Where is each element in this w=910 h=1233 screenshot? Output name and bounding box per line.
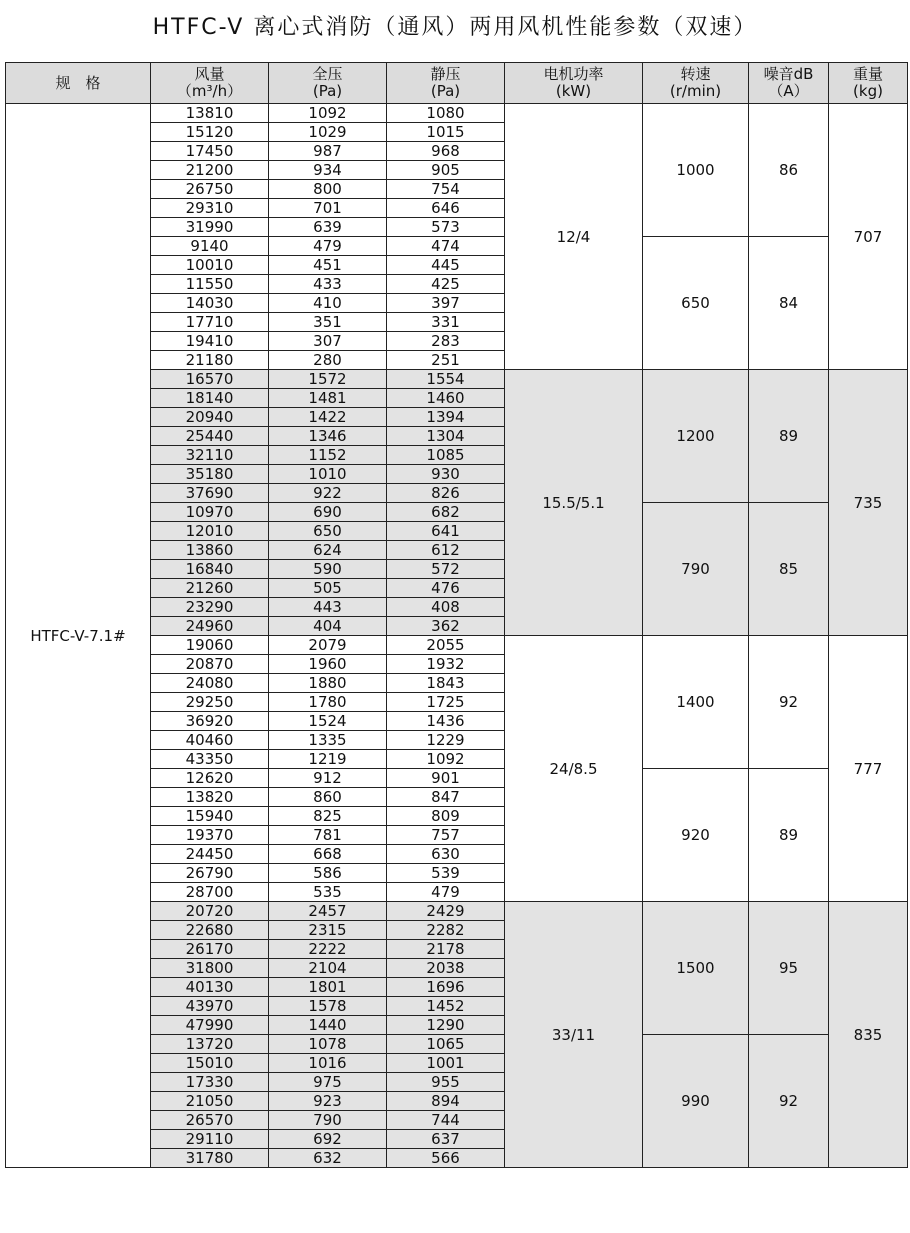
total-pressure-cell: 987 bbox=[269, 142, 387, 161]
noise-cell: 84 bbox=[749, 237, 829, 370]
total-pressure-cell: 650 bbox=[269, 522, 387, 541]
speed-cell: 1400 bbox=[643, 636, 749, 769]
speed-cell: 1500 bbox=[643, 902, 749, 1035]
airflow-cell: 22680 bbox=[151, 921, 269, 940]
airflow-cell: 24080 bbox=[151, 674, 269, 693]
airflow-cell: 36920 bbox=[151, 712, 269, 731]
airflow-cell: 29310 bbox=[151, 199, 269, 218]
total-pressure-cell: 443 bbox=[269, 598, 387, 617]
static-pressure-cell: 425 bbox=[387, 275, 505, 294]
speed-cell: 790 bbox=[643, 503, 749, 636]
airflow-cell: 12010 bbox=[151, 522, 269, 541]
airflow-cell: 26170 bbox=[151, 940, 269, 959]
airflow-cell: 13810 bbox=[151, 104, 269, 123]
total-pressure-cell: 1092 bbox=[269, 104, 387, 123]
speed-cell: 650 bbox=[643, 237, 749, 370]
airflow-cell: 18140 bbox=[151, 389, 269, 408]
speed-cell: 990 bbox=[643, 1035, 749, 1168]
airflow-cell: 21180 bbox=[151, 351, 269, 370]
airflow-cell: 21200 bbox=[151, 161, 269, 180]
total-pressure-cell: 590 bbox=[269, 560, 387, 579]
speed-cell: 920 bbox=[643, 769, 749, 902]
static-pressure-cell: 1843 bbox=[387, 674, 505, 693]
static-pressure-cell: 251 bbox=[387, 351, 505, 370]
total-pressure-cell: 860 bbox=[269, 788, 387, 807]
static-pressure-cell: 362 bbox=[387, 617, 505, 636]
static-pressure-cell: 901 bbox=[387, 769, 505, 788]
noise-cell: 92 bbox=[749, 636, 829, 769]
static-pressure-cell: 283 bbox=[387, 332, 505, 351]
total-pressure-cell: 624 bbox=[269, 541, 387, 560]
speed-cell: 1200 bbox=[643, 370, 749, 503]
airflow-cell: 43350 bbox=[151, 750, 269, 769]
total-pressure-cell: 1219 bbox=[269, 750, 387, 769]
static-pressure-cell: 641 bbox=[387, 522, 505, 541]
airflow-cell: 15940 bbox=[151, 807, 269, 826]
static-pressure-cell: 1460 bbox=[387, 389, 505, 408]
static-pressure-cell: 445 bbox=[387, 256, 505, 275]
airflow-cell: 15010 bbox=[151, 1054, 269, 1073]
total-pressure-cell: 825 bbox=[269, 807, 387, 826]
header-static-pressure: 静压 (Pa) bbox=[387, 63, 505, 104]
airflow-cell: 40460 bbox=[151, 731, 269, 750]
total-pressure-cell: 2457 bbox=[269, 902, 387, 921]
total-pressure-cell: 1422 bbox=[269, 408, 387, 427]
motor-power-cell: 24/8.5 bbox=[505, 636, 643, 902]
static-pressure-cell: 1085 bbox=[387, 446, 505, 465]
airflow-cell: 26750 bbox=[151, 180, 269, 199]
airflow-cell: 17450 bbox=[151, 142, 269, 161]
weight-cell: 777 bbox=[829, 636, 908, 902]
total-pressure-cell: 2079 bbox=[269, 636, 387, 655]
total-pressure-cell: 975 bbox=[269, 1073, 387, 1092]
airflow-cell: 26790 bbox=[151, 864, 269, 883]
static-pressure-cell: 1696 bbox=[387, 978, 505, 997]
total-pressure-cell: 781 bbox=[269, 826, 387, 845]
static-pressure-cell: 1092 bbox=[387, 750, 505, 769]
total-pressure-cell: 1335 bbox=[269, 731, 387, 750]
total-pressure-cell: 410 bbox=[269, 294, 387, 313]
table-body bbox=[6, 104, 908, 1168]
airflow-cell: 10970 bbox=[151, 503, 269, 522]
static-pressure-cell: 1436 bbox=[387, 712, 505, 731]
total-pressure-cell: 922 bbox=[269, 484, 387, 503]
airflow-cell: 31990 bbox=[151, 218, 269, 237]
airflow-cell: 13720 bbox=[151, 1035, 269, 1054]
airflow-cell: 10010 bbox=[151, 256, 269, 275]
total-pressure-cell: 1078 bbox=[269, 1035, 387, 1054]
total-pressure-cell: 1578 bbox=[269, 997, 387, 1016]
total-pressure-cell: 1572 bbox=[269, 370, 387, 389]
spec-cell: HTFC-V-7.1# bbox=[6, 104, 151, 1168]
weight-cell: 707 bbox=[829, 104, 908, 370]
noise-cell: 89 bbox=[749, 370, 829, 503]
performance-table bbox=[5, 62, 908, 1168]
airflow-cell: 11550 bbox=[151, 275, 269, 294]
total-pressure-cell: 479 bbox=[269, 237, 387, 256]
static-pressure-cell: 2429 bbox=[387, 902, 505, 921]
total-pressure-cell: 1016 bbox=[269, 1054, 387, 1073]
airflow-cell: 37690 bbox=[151, 484, 269, 503]
weight-cell: 735 bbox=[829, 370, 908, 636]
airflow-cell: 15120 bbox=[151, 123, 269, 142]
speed-cell: 1000 bbox=[643, 104, 749, 237]
static-pressure-cell: 1065 bbox=[387, 1035, 505, 1054]
total-pressure-cell: 505 bbox=[269, 579, 387, 598]
static-pressure-cell: 1080 bbox=[387, 104, 505, 123]
airflow-cell: 13860 bbox=[151, 541, 269, 560]
header-weight: 重量 (kg) bbox=[829, 63, 908, 104]
weight-cell: 835 bbox=[829, 902, 908, 1168]
airflow-cell: 16840 bbox=[151, 560, 269, 579]
static-pressure-cell: 847 bbox=[387, 788, 505, 807]
motor-power-cell: 33/11 bbox=[505, 902, 643, 1168]
total-pressure-cell: 2222 bbox=[269, 940, 387, 959]
static-pressure-cell: 637 bbox=[387, 1130, 505, 1149]
total-pressure-cell: 690 bbox=[269, 503, 387, 522]
header-spec: 规 格 bbox=[6, 63, 151, 104]
total-pressure-cell: 433 bbox=[269, 275, 387, 294]
total-pressure-cell: 1152 bbox=[269, 446, 387, 465]
airflow-cell: 40130 bbox=[151, 978, 269, 997]
header-noise: 噪音dB （A） bbox=[749, 63, 829, 104]
airflow-cell: 47990 bbox=[151, 1016, 269, 1035]
total-pressure-cell: 351 bbox=[269, 313, 387, 332]
airflow-cell: 29110 bbox=[151, 1130, 269, 1149]
airflow-cell: 16570 bbox=[151, 370, 269, 389]
static-pressure-cell: 809 bbox=[387, 807, 505, 826]
static-pressure-cell: 572 bbox=[387, 560, 505, 579]
airflow-cell: 25440 bbox=[151, 427, 269, 446]
static-pressure-cell: 612 bbox=[387, 541, 505, 560]
header-motor-power: 电机功率 (kW) bbox=[505, 63, 643, 104]
total-pressure-cell: 1346 bbox=[269, 427, 387, 446]
total-pressure-cell: 1801 bbox=[269, 978, 387, 997]
total-pressure-cell: 632 bbox=[269, 1149, 387, 1168]
total-pressure-cell: 1010 bbox=[269, 465, 387, 484]
airflow-cell: 29250 bbox=[151, 693, 269, 712]
total-pressure-cell: 701 bbox=[269, 199, 387, 218]
airflow-cell: 35180 bbox=[151, 465, 269, 484]
header-row bbox=[6, 63, 908, 104]
static-pressure-cell: 930 bbox=[387, 465, 505, 484]
airflow-cell: 13820 bbox=[151, 788, 269, 807]
noise-cell: 89 bbox=[749, 769, 829, 902]
total-pressure-cell: 1960 bbox=[269, 655, 387, 674]
static-pressure-cell: 331 bbox=[387, 313, 505, 332]
total-pressure-cell: 404 bbox=[269, 617, 387, 636]
airflow-cell: 31780 bbox=[151, 1149, 269, 1168]
static-pressure-cell: 397 bbox=[387, 294, 505, 313]
motor-power-cell: 12/4 bbox=[505, 104, 643, 370]
airflow-cell: 23290 bbox=[151, 598, 269, 617]
airflow-cell: 32110 bbox=[151, 446, 269, 465]
airflow-cell: 9140 bbox=[151, 237, 269, 256]
airflow-cell: 19370 bbox=[151, 826, 269, 845]
static-pressure-cell: 408 bbox=[387, 598, 505, 617]
airflow-cell: 26570 bbox=[151, 1111, 269, 1130]
airflow-cell: 17330 bbox=[151, 1073, 269, 1092]
static-pressure-cell: 1304 bbox=[387, 427, 505, 446]
header-speed: 转速 (r/min) bbox=[643, 63, 749, 104]
static-pressure-cell: 1932 bbox=[387, 655, 505, 674]
total-pressure-cell: 912 bbox=[269, 769, 387, 788]
static-pressure-cell: 955 bbox=[387, 1073, 505, 1092]
airflow-cell: 12620 bbox=[151, 769, 269, 788]
static-pressure-cell: 2055 bbox=[387, 636, 505, 655]
total-pressure-cell: 307 bbox=[269, 332, 387, 351]
airflow-cell: 20720 bbox=[151, 902, 269, 921]
airflow-cell: 14030 bbox=[151, 294, 269, 313]
static-pressure-cell: 630 bbox=[387, 845, 505, 864]
total-pressure-cell: 1440 bbox=[269, 1016, 387, 1035]
total-pressure-cell: 1780 bbox=[269, 693, 387, 712]
static-pressure-cell: 754 bbox=[387, 180, 505, 199]
static-pressure-cell: 566 bbox=[387, 1149, 505, 1168]
total-pressure-cell: 535 bbox=[269, 883, 387, 902]
static-pressure-cell: 476 bbox=[387, 579, 505, 598]
static-pressure-cell: 474 bbox=[387, 237, 505, 256]
table-row bbox=[6, 104, 908, 123]
airflow-cell: 20870 bbox=[151, 655, 269, 674]
total-pressure-cell: 692 bbox=[269, 1130, 387, 1149]
static-pressure-cell: 646 bbox=[387, 199, 505, 218]
static-pressure-cell: 1452 bbox=[387, 997, 505, 1016]
airflow-cell: 21260 bbox=[151, 579, 269, 598]
airflow-cell: 24960 bbox=[151, 617, 269, 636]
static-pressure-cell: 968 bbox=[387, 142, 505, 161]
total-pressure-cell: 923 bbox=[269, 1092, 387, 1111]
static-pressure-cell: 573 bbox=[387, 218, 505, 237]
airflow-cell: 19060 bbox=[151, 636, 269, 655]
motor-power-cell: 15.5/5.1 bbox=[505, 370, 643, 636]
static-pressure-cell: 905 bbox=[387, 161, 505, 180]
airflow-cell: 28700 bbox=[151, 883, 269, 902]
total-pressure-cell: 1481 bbox=[269, 389, 387, 408]
static-pressure-cell: 1725 bbox=[387, 693, 505, 712]
static-pressure-cell: 539 bbox=[387, 864, 505, 883]
static-pressure-cell: 682 bbox=[387, 503, 505, 522]
airflow-cell: 24450 bbox=[151, 845, 269, 864]
static-pressure-cell: 2038 bbox=[387, 959, 505, 978]
total-pressure-cell: 1880 bbox=[269, 674, 387, 693]
static-pressure-cell: 1394 bbox=[387, 408, 505, 427]
airflow-cell: 21050 bbox=[151, 1092, 269, 1111]
static-pressure-cell: 744 bbox=[387, 1111, 505, 1130]
total-pressure-cell: 668 bbox=[269, 845, 387, 864]
static-pressure-cell: 1001 bbox=[387, 1054, 505, 1073]
total-pressure-cell: 2315 bbox=[269, 921, 387, 940]
static-pressure-cell: 757 bbox=[387, 826, 505, 845]
airflow-cell: 20940 bbox=[151, 408, 269, 427]
noise-cell: 92 bbox=[749, 1035, 829, 1168]
total-pressure-cell: 586 bbox=[269, 864, 387, 883]
total-pressure-cell: 451 bbox=[269, 256, 387, 275]
page-title: HTFC-V 离心式消防（通风）两用风机性能参数（双速） bbox=[152, 15, 758, 40]
header-total-pressure: 全压 (Pa) bbox=[269, 63, 387, 104]
static-pressure-cell: 1229 bbox=[387, 731, 505, 750]
total-pressure-cell: 790 bbox=[269, 1111, 387, 1130]
total-pressure-cell: 639 bbox=[269, 218, 387, 237]
airflow-cell: 31800 bbox=[151, 959, 269, 978]
static-pressure-cell: 826 bbox=[387, 484, 505, 503]
static-pressure-cell: 1015 bbox=[387, 123, 505, 142]
static-pressure-cell: 1290 bbox=[387, 1016, 505, 1035]
total-pressure-cell: 280 bbox=[269, 351, 387, 370]
static-pressure-cell: 1554 bbox=[387, 370, 505, 389]
noise-cell: 86 bbox=[749, 104, 829, 237]
total-pressure-cell: 1524 bbox=[269, 712, 387, 731]
static-pressure-cell: 894 bbox=[387, 1092, 505, 1111]
noise-cell: 85 bbox=[749, 503, 829, 636]
airflow-cell: 17710 bbox=[151, 313, 269, 332]
header-airflow: 风量 （m³/h） bbox=[151, 63, 269, 104]
static-pressure-cell: 2178 bbox=[387, 940, 505, 959]
noise-cell: 95 bbox=[749, 902, 829, 1035]
total-pressure-cell: 800 bbox=[269, 180, 387, 199]
total-pressure-cell: 2104 bbox=[269, 959, 387, 978]
total-pressure-cell: 1029 bbox=[269, 123, 387, 142]
total-pressure-cell: 934 bbox=[269, 161, 387, 180]
airflow-cell: 19410 bbox=[151, 332, 269, 351]
airflow-cell: 43970 bbox=[151, 997, 269, 1016]
static-pressure-cell: 479 bbox=[387, 883, 505, 902]
static-pressure-cell: 2282 bbox=[387, 921, 505, 940]
